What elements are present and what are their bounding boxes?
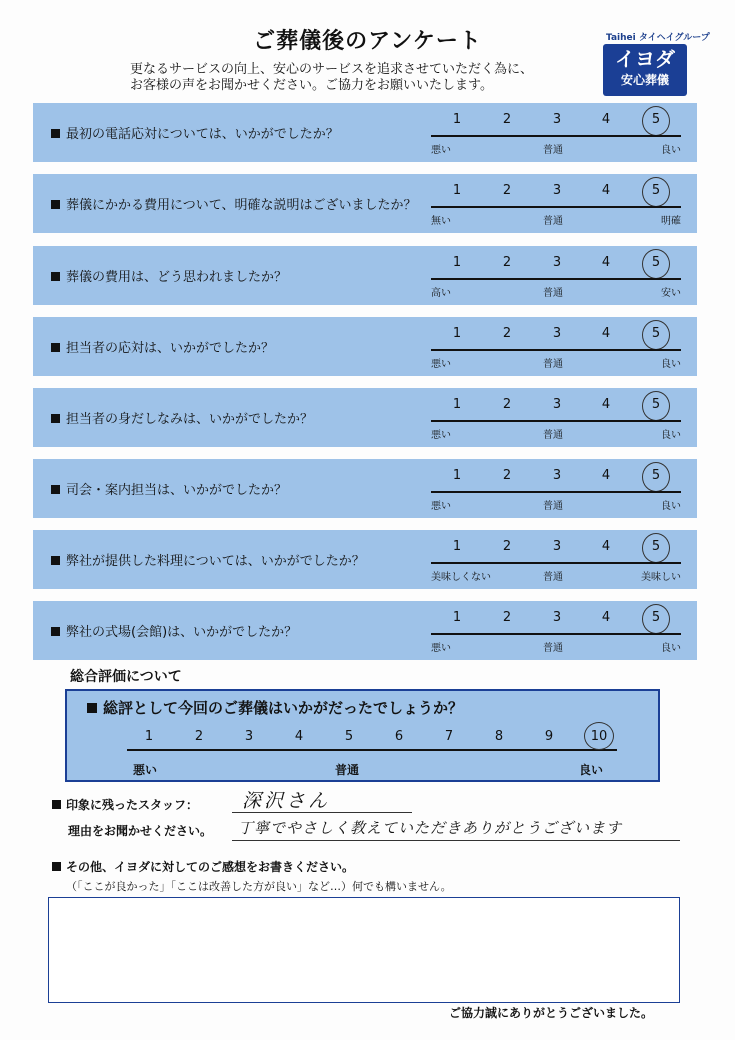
bullet-square-icon bbox=[51, 343, 60, 352]
overall-option-4[interactable]: 4 bbox=[294, 729, 304, 744]
scale-anchor-mid: 普通 bbox=[543, 216, 563, 227]
bullet-square-icon bbox=[51, 129, 60, 138]
scale-line bbox=[431, 633, 681, 635]
bullet-square-icon bbox=[51, 556, 60, 565]
logo-name: イヨダ bbox=[615, 47, 675, 71]
bullet-square-icon bbox=[52, 862, 61, 871]
reason-field[interactable]: 丁寧でやさしく教えていただきありがとうございます bbox=[238, 819, 623, 837]
comment-textarea[interactable] bbox=[48, 897, 680, 1003]
overall-option-10[interactable]: 10 bbox=[590, 729, 608, 744]
rating-option-3[interactable]: 3 bbox=[552, 610, 562, 625]
question-text: 最初の電話応対については、いかがでしたか？ bbox=[66, 127, 339, 142]
overall-option-7[interactable]: 7 bbox=[444, 729, 454, 744]
question-row bbox=[33, 103, 697, 162]
question-label bbox=[51, 408, 313, 427]
overall-question bbox=[87, 697, 463, 718]
rating-option-1[interactable]: 1 bbox=[452, 112, 462, 127]
scale-anchor-low: 高い bbox=[431, 288, 451, 299]
rating-option-3[interactable]: 3 bbox=[552, 112, 562, 127]
staff-name-field[interactable]: 深沢さん bbox=[242, 790, 331, 812]
bullet-square-icon bbox=[51, 414, 60, 423]
intro-text bbox=[130, 62, 580, 94]
scale-anchor-high: 明確 bbox=[661, 216, 681, 227]
rating-option-2[interactable]: 2 bbox=[502, 539, 512, 554]
rating-option-5[interactable]: 5 bbox=[651, 468, 661, 483]
question-text: 葬儀の費用は、どう思われましたか？ bbox=[66, 270, 288, 285]
scale-anchor-high: 良い bbox=[661, 359, 681, 370]
scale-anchor-high: 良い bbox=[661, 501, 681, 512]
overall-option-1[interactable]: 1 bbox=[144, 729, 154, 744]
selected-rating-circle bbox=[642, 177, 670, 207]
scale-anchor-low: 美味しくない bbox=[431, 572, 491, 583]
scale-line bbox=[431, 135, 681, 137]
question-label bbox=[51, 194, 416, 213]
overall-anchor-mid: 普通 bbox=[335, 763, 360, 777]
rating-scale bbox=[431, 530, 681, 589]
scale-anchor-mid: 普通 bbox=[543, 430, 563, 441]
rating-scale bbox=[431, 174, 681, 233]
rating-option-5[interactable]: 5 bbox=[651, 610, 661, 625]
question-text: 担当者の身だしなみは、いかがでしたか？ bbox=[66, 412, 314, 427]
question-label bbox=[51, 266, 287, 285]
rating-option-4[interactable]: 4 bbox=[601, 468, 611, 483]
rating-option-3[interactable]: 3 bbox=[552, 397, 562, 412]
rating-option-4[interactable]: 4 bbox=[601, 255, 611, 270]
rating-option-5[interactable]: 5 bbox=[651, 183, 661, 198]
rating-option-1[interactable]: 1 bbox=[452, 326, 462, 341]
scale-anchor-mid: 普通 bbox=[543, 643, 563, 654]
question-text: 司会・案内担当は、いかがでしたか？ bbox=[66, 483, 288, 498]
overall-option-5[interactable]: 5 bbox=[344, 729, 354, 744]
scale-anchor-low: 悪い bbox=[431, 430, 451, 441]
question-text: 担当者の応対は、いかがでしたか？ bbox=[66, 341, 275, 356]
rating-option-2[interactable]: 2 bbox=[502, 112, 512, 127]
rating-option-1[interactable]: 1 bbox=[452, 539, 462, 554]
rating-option-3[interactable]: 3 bbox=[552, 255, 562, 270]
scale-line bbox=[431, 562, 681, 564]
question-row bbox=[33, 601, 697, 660]
question-row bbox=[33, 530, 697, 589]
rating-option-2[interactable]: 2 bbox=[502, 610, 512, 625]
scale-line bbox=[431, 278, 681, 280]
rating-scale bbox=[431, 317, 681, 376]
other-comments-label-text: その他、イヨダに対してのご感想をお書きください。 bbox=[66, 860, 355, 874]
bullet-square-icon bbox=[51, 272, 60, 281]
selected-rating-circle bbox=[642, 391, 670, 421]
rating-option-1[interactable]: 1 bbox=[452, 255, 462, 270]
scale-line bbox=[431, 349, 681, 351]
overall-option-3[interactable]: 3 bbox=[244, 729, 254, 744]
question-row bbox=[33, 388, 697, 447]
question-row bbox=[33, 317, 697, 376]
rating-option-2[interactable]: 2 bbox=[502, 326, 512, 341]
reason-label: 理由をお聞かせください。 bbox=[68, 824, 213, 838]
bullet-square-icon bbox=[51, 200, 60, 209]
scale-anchor-low: 悪い bbox=[431, 359, 451, 370]
bullet-square-icon bbox=[52, 800, 61, 809]
rating-scale bbox=[431, 601, 681, 660]
scale-anchor-high: 良い bbox=[661, 145, 681, 156]
rating-option-5[interactable]: 5 bbox=[651, 397, 661, 412]
scale-anchor-low: 悪い bbox=[431, 643, 451, 654]
rating-option-3[interactable]: 3 bbox=[552, 539, 562, 554]
question-label bbox=[51, 337, 274, 356]
scale-anchor-low: 悪い bbox=[431, 501, 451, 512]
rating-scale bbox=[431, 388, 681, 447]
page-title: ご葬儀後のアンケート bbox=[253, 29, 482, 54]
rating-option-1[interactable]: 1 bbox=[452, 610, 462, 625]
question-row bbox=[33, 459, 697, 518]
question-label bbox=[51, 550, 365, 569]
group-brand: Taihei タイヘイグループ bbox=[606, 33, 710, 43]
overall-selected-circle bbox=[584, 722, 614, 750]
rating-scale bbox=[431, 246, 681, 305]
rating-option-2[interactable]: 2 bbox=[502, 183, 512, 198]
intro-line-1: 更なるサービスの向上、安心のサービスを追求させていただく為に、 bbox=[130, 62, 534, 77]
question-row bbox=[33, 174, 697, 233]
rating-scale bbox=[431, 103, 681, 162]
rating-option-4[interactable]: 4 bbox=[601, 610, 611, 625]
scale-anchor-high: 美味しい bbox=[641, 572, 681, 583]
scale-anchor-mid: 普通 bbox=[543, 288, 563, 299]
selected-rating-circle bbox=[642, 320, 670, 350]
rating-option-2[interactable]: 2 bbox=[502, 255, 512, 270]
scale-anchor-low: 無い bbox=[431, 216, 451, 227]
staff-label bbox=[52, 796, 198, 813]
question-text: 弊社が提供した料理については、いかがでしたか？ bbox=[66, 554, 365, 569]
scale-line bbox=[431, 206, 681, 208]
question-label bbox=[51, 479, 287, 498]
question-text: 弊社の式場(会館)は、いかがでしたか？ bbox=[66, 625, 298, 640]
staff-label-text: 印象に残ったスタッフ： bbox=[66, 798, 199, 812]
scale-anchor-mid: 普通 bbox=[543, 501, 563, 512]
overall-anchor-low: 悪い bbox=[133, 763, 158, 777]
selected-rating-circle bbox=[642, 533, 670, 563]
selected-rating-circle bbox=[642, 249, 670, 279]
overall-option-8[interactable]: 8 bbox=[494, 729, 504, 744]
scale-anchor-mid: 普通 bbox=[543, 572, 563, 583]
scale-line bbox=[431, 491, 681, 493]
rating-option-3[interactable]: 3 bbox=[552, 326, 562, 341]
rating-option-5[interactable]: 5 bbox=[651, 255, 661, 270]
scale-anchor-low: 悪い bbox=[431, 145, 451, 156]
rating-scale bbox=[431, 459, 681, 518]
other-comments-hint: （「ここが良かった」「ここは改善した方が良い」など…）何でも構いません。 bbox=[66, 880, 452, 893]
overall-option-9[interactable]: 9 bbox=[544, 729, 554, 744]
rating-option-4[interactable]: 4 bbox=[601, 183, 611, 198]
thanks-footer: ご協力誠にありがとうございました。 bbox=[449, 1006, 654, 1020]
selected-rating-circle bbox=[642, 106, 670, 136]
rating-option-1[interactable]: 1 bbox=[452, 468, 462, 483]
staff-underline bbox=[232, 812, 412, 813]
other-comments-label bbox=[52, 858, 354, 875]
scale-anchor-high: 良い bbox=[661, 643, 681, 654]
logo-tagline: 安心葬儀 bbox=[620, 73, 669, 87]
overall-option-2[interactable]: 2 bbox=[194, 729, 204, 744]
rating-option-1[interactable]: 1 bbox=[452, 397, 462, 412]
scale-line bbox=[431, 420, 681, 422]
rating-option-1[interactable]: 1 bbox=[452, 183, 462, 198]
rating-option-2[interactable]: 2 bbox=[502, 468, 512, 483]
scale-anchor-high: 安い bbox=[661, 288, 681, 299]
rating-option-4[interactable]: 4 bbox=[601, 397, 611, 412]
scale-anchor-mid: 普通 bbox=[543, 145, 563, 156]
rating-option-4[interactable]: 4 bbox=[601, 112, 611, 127]
bullet-square-icon bbox=[87, 703, 97, 713]
rating-option-4[interactable]: 4 bbox=[601, 326, 611, 341]
overall-section-title: 総合評価について bbox=[70, 669, 182, 685]
selected-rating-circle bbox=[642, 462, 670, 492]
bullet-square-icon bbox=[51, 485, 60, 494]
question-text: 葬儀にかかる費用について、明確な説明はございましたか？ bbox=[66, 198, 417, 213]
overall-option-6[interactable]: 6 bbox=[394, 729, 404, 744]
overall-question-text: 総評として今回のご葬儀はいかがだったでしょうか？ bbox=[103, 699, 464, 717]
bullet-square-icon bbox=[51, 627, 60, 636]
overall-scale-line bbox=[127, 749, 617, 751]
scale-anchor-mid: 普通 bbox=[543, 359, 563, 370]
overall-anchor-high: 良い bbox=[579, 763, 604, 777]
rating-option-3[interactable]: 3 bbox=[552, 468, 562, 483]
rating-option-3[interactable]: 3 bbox=[552, 183, 562, 198]
question-row bbox=[33, 246, 697, 305]
scale-anchor-high: 良い bbox=[661, 430, 681, 441]
intro-line-2: お客様の声をお聞かせください。ご協力をお願いいたします。 bbox=[130, 78, 493, 93]
rating-option-5[interactable]: 5 bbox=[651, 326, 661, 341]
reason-underline bbox=[232, 840, 680, 841]
company-logo bbox=[603, 44, 687, 96]
rating-option-4[interactable]: 4 bbox=[601, 539, 611, 554]
rating-option-5[interactable]: 5 bbox=[651, 112, 661, 127]
question-label bbox=[51, 621, 297, 640]
overall-rating-box bbox=[65, 689, 660, 782]
selected-rating-circle bbox=[642, 604, 670, 634]
rating-option-2[interactable]: 2 bbox=[502, 397, 512, 412]
question-label bbox=[51, 123, 339, 142]
rating-option-5[interactable]: 5 bbox=[651, 539, 661, 554]
